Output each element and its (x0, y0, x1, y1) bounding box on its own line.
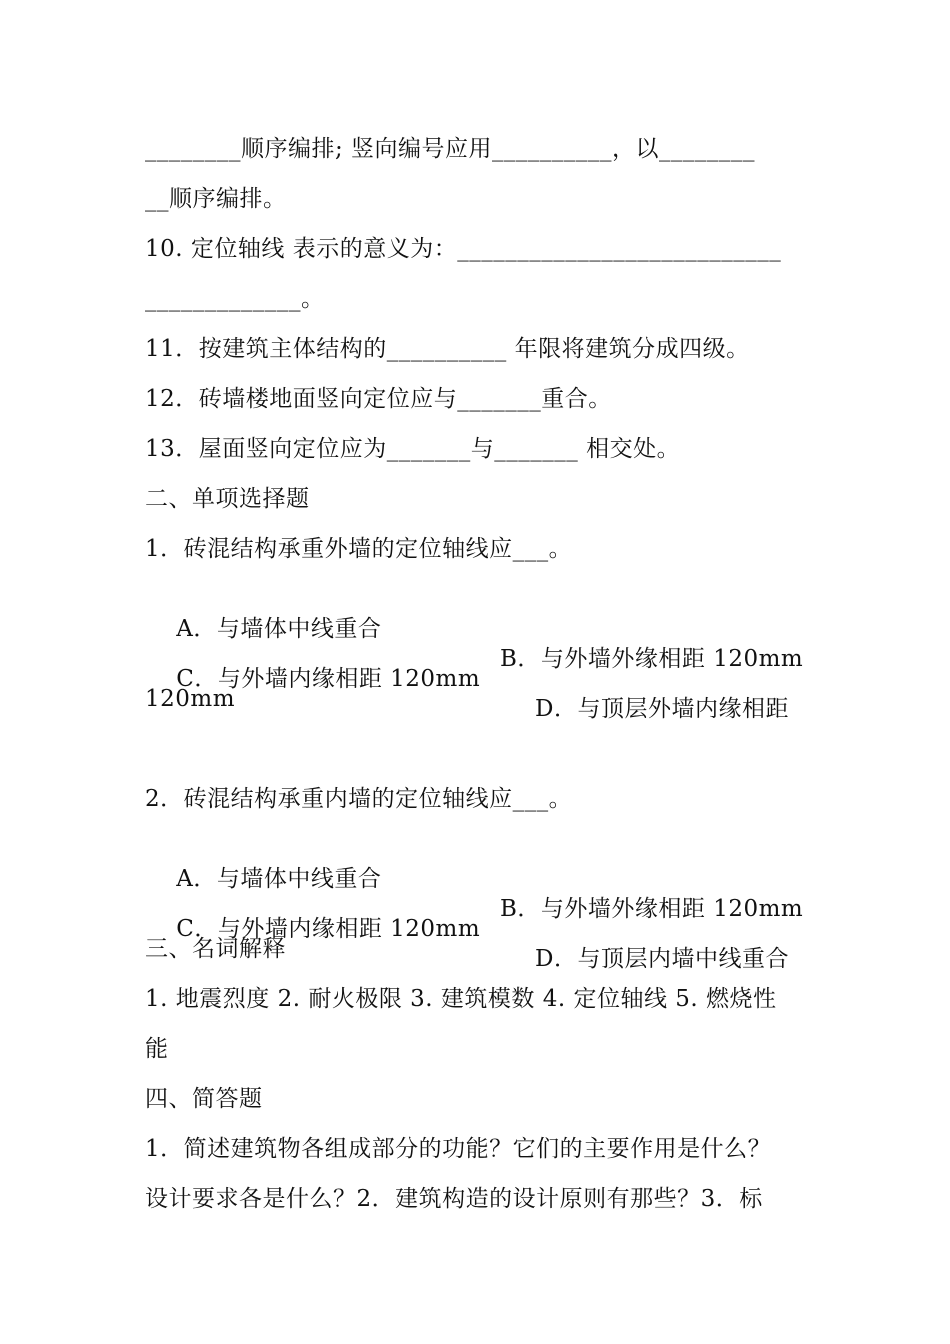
choice-question-2: 2．砖混结构承重内墙的定位轴线应___。 (145, 786, 573, 812)
section-heading-single-choice: 二、单项选择题 (145, 486, 310, 512)
option-b: B．与外墙外缘相距 120mm (500, 896, 804, 922)
terms-list-continuation: 能 (145, 1036, 169, 1062)
section-heading-terms: 三、名词解释 (145, 936, 286, 962)
option-d: D．与顶层外墙内缘相距 (535, 696, 789, 722)
option-c: C．与外墙内缘相距 120mm (176, 666, 481, 692)
terms-list: 1. 地震烈度 2. 耐火极限 3. 建筑模数 4. 定位轴线 5. 燃烧性 (145, 986, 777, 1012)
option-c: C．与外墙内缘相距 120mm (176, 916, 481, 942)
option-a: A．与墙体中线重合 (176, 866, 382, 892)
section-heading-short-answer: 四、简答题 (145, 1086, 263, 1112)
question-11: 11．按建筑主体结构的__________ 年限将建筑分成四级。 (145, 336, 750, 362)
choice-question-1: 1．砖混结构承重外墙的定位轴线应___。 (145, 536, 573, 562)
option-b: B．与外墙外缘相距 120mm (500, 646, 804, 672)
short-answer-line: 设计要求各是什么？2．建筑构造的设计原则有那些？3．标 (145, 1186, 763, 1212)
fill-blank-line: _____________。 (145, 286, 325, 312)
fill-blank-line: __顺序编排。 (145, 186, 287, 212)
question-13: 13．屋面竖向定位应为_______与_______ 相交处。 (145, 436, 681, 462)
option-d-continuation: 120mm (145, 686, 236, 712)
option-d: D．与顶层内墙中线重合 (535, 946, 789, 972)
option-a: A．与墙体中线重合 (176, 616, 382, 642)
question-10: 10. 定位轴线 表示的意义为：___________________________ (145, 236, 782, 262)
fill-blank-line: ________顺序编排; 竖向编号应用__________，以________ (145, 136, 756, 162)
short-answer-line: 1．简述建筑物各组成部分的功能？它们的主要作用是什么？ (145, 1136, 772, 1162)
question-12: 12．砖墙楼地面竖向定位应与_______重合。 (145, 386, 612, 412)
